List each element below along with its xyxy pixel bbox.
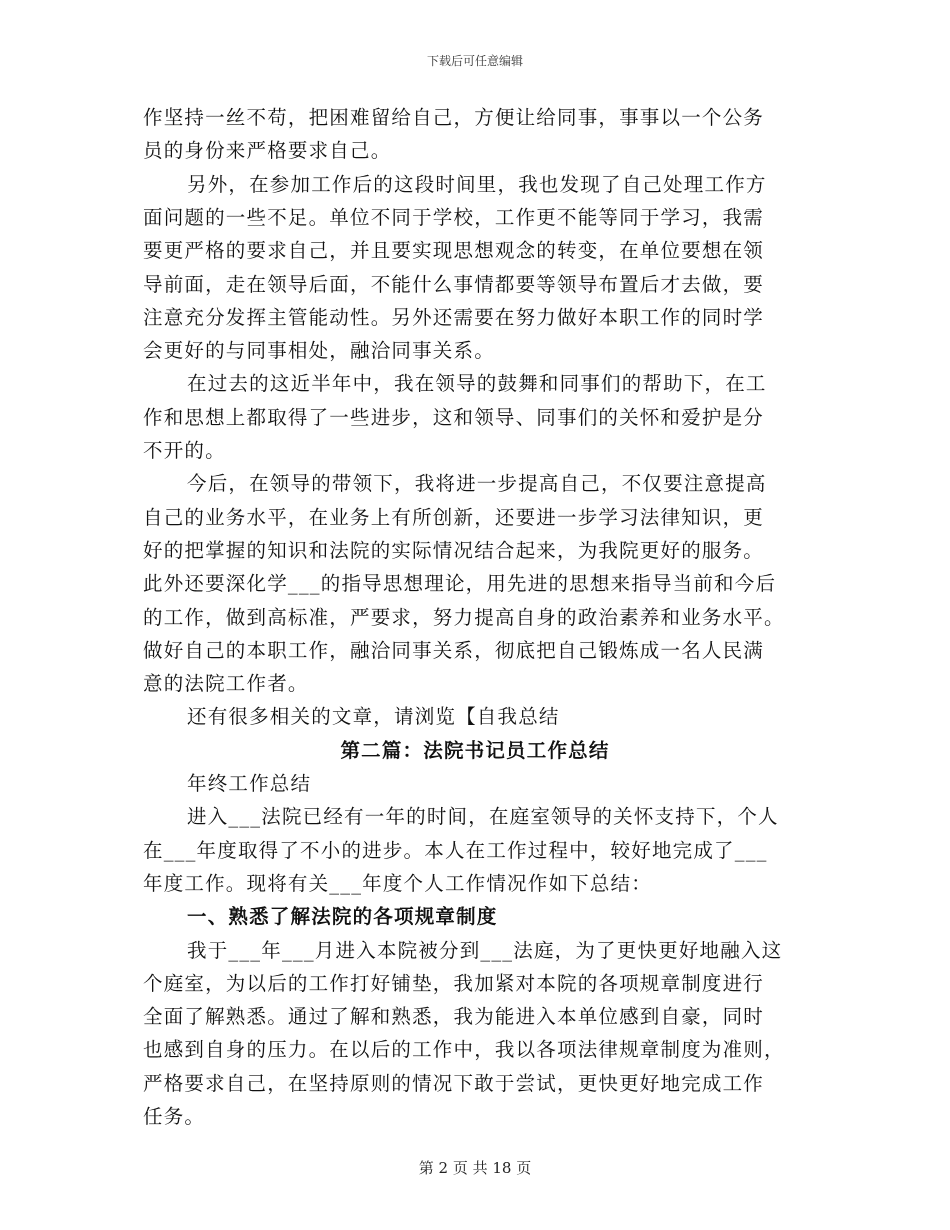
paragraph-line: 全面了解熟悉。通过了解和熟悉，我为能进入本单位感到自豪，同时	[143, 1005, 765, 1029]
subtitle: 年终工作总结	[187, 772, 312, 795]
paragraph-line: 要更严格的要求自己，并且要实现思想观念的转变，在单位要想在领	[143, 239, 765, 263]
section-title: 第二篇：法院书记员工作总结	[340, 738, 610, 762]
paragraph-line: 在过去的这近半年中，我在领导的鼓舞和同事们的帮助下，在工	[187, 372, 767, 396]
paragraph-line: 面问题的一些不足。单位不同于学校，工作更不能等同于学习，我需	[143, 205, 765, 229]
paragraph-line: 不开的。	[143, 439, 226, 462]
paragraph-line: 今后，在领导的带领下，我将进一步提高自己，不仅要注意提高	[187, 472, 767, 496]
paragraph-line: 在___年度取得了不小的进步。本人在工作过程中，较好地完成了___	[143, 838, 768, 862]
paragraph-line: 的工作，做到高标准，严要求，努力提高自身的政治素养和业务水平。	[143, 605, 785, 629]
related-articles-link[interactable]: 还有很多相关的文章，请浏览【自我总结	[187, 705, 560, 729]
paragraph-line: 导前面，走在领导后面，不能什么事情都要等领导布置后才去做，要	[143, 272, 765, 296]
paragraph-line: 年度工作。现将有关___年度个人工作情况作如下总结：	[143, 871, 652, 895]
paragraph-line: 注意充分发挥主管能动性。另外还需要在努力做好本职工作的同时学	[143, 305, 765, 329]
paragraph-line: 任务。	[143, 1105, 206, 1128]
paragraph-line: 另外，在参加工作后的这段时间里，我也发现了自己处理工作方	[187, 172, 767, 196]
page-number: 第 2 页 共 18 页	[418, 1159, 532, 1177]
paragraph-line: 进入___法院已经有一年的时间，在庭室领导的关怀支持下，个人	[187, 805, 779, 829]
paragraph-line: 严格要求自己，在坚持原则的情况下敢于尝试，更快更好地完成工作	[143, 1071, 765, 1095]
paragraph-line: 作和思想上都取得了一些进步，这和领导、同事们的关怀和爱护是分	[143, 405, 765, 429]
paragraph-line: 作坚持一丝不苟，把困难留给自己，方便让给同事，事事以一个公务	[143, 106, 765, 129]
page-header: 下载后可任意编辑	[426, 54, 523, 68]
paragraph-line: 意的法院工作者。	[143, 672, 309, 696]
paragraph-line: 会更好的与同事相处，融洽同事关系。	[143, 339, 495, 363]
heading-one: 一、熟悉了解法院的各项规章制度	[187, 905, 498, 929]
paragraph-line: 好的把掌握的知识和法院的实际情况结合起来，为我院更好的服务。	[143, 538, 765, 562]
paragraph-line: 此外还要深化学___的指导思想理论，用先进的思想来指导当前和今后	[143, 572, 777, 596]
paragraph-line: 我于___年___月进入本院被分到___法庭，为了更快更好地融入这	[187, 938, 783, 962]
paragraph-line: 自己的业务水平，在业务上有所创新，还要进一步学习法律知识，更	[143, 505, 765, 529]
paragraph-line: 也感到自身的压力。在以后的工作中，我以各项法律规章制度为准则，	[143, 1038, 785, 1062]
paragraph-line: 员的身份来严格要求自己。	[143, 139, 392, 163]
paragraph-line: 做好自己的本职工作，融洽同事关系，彻底把自己锻炼成一名人民满	[143, 638, 765, 662]
paragraph-line: 个庭室，为以后的工作打好铺垫，我加紧对本院的各项规章制度进行	[143, 971, 765, 995]
